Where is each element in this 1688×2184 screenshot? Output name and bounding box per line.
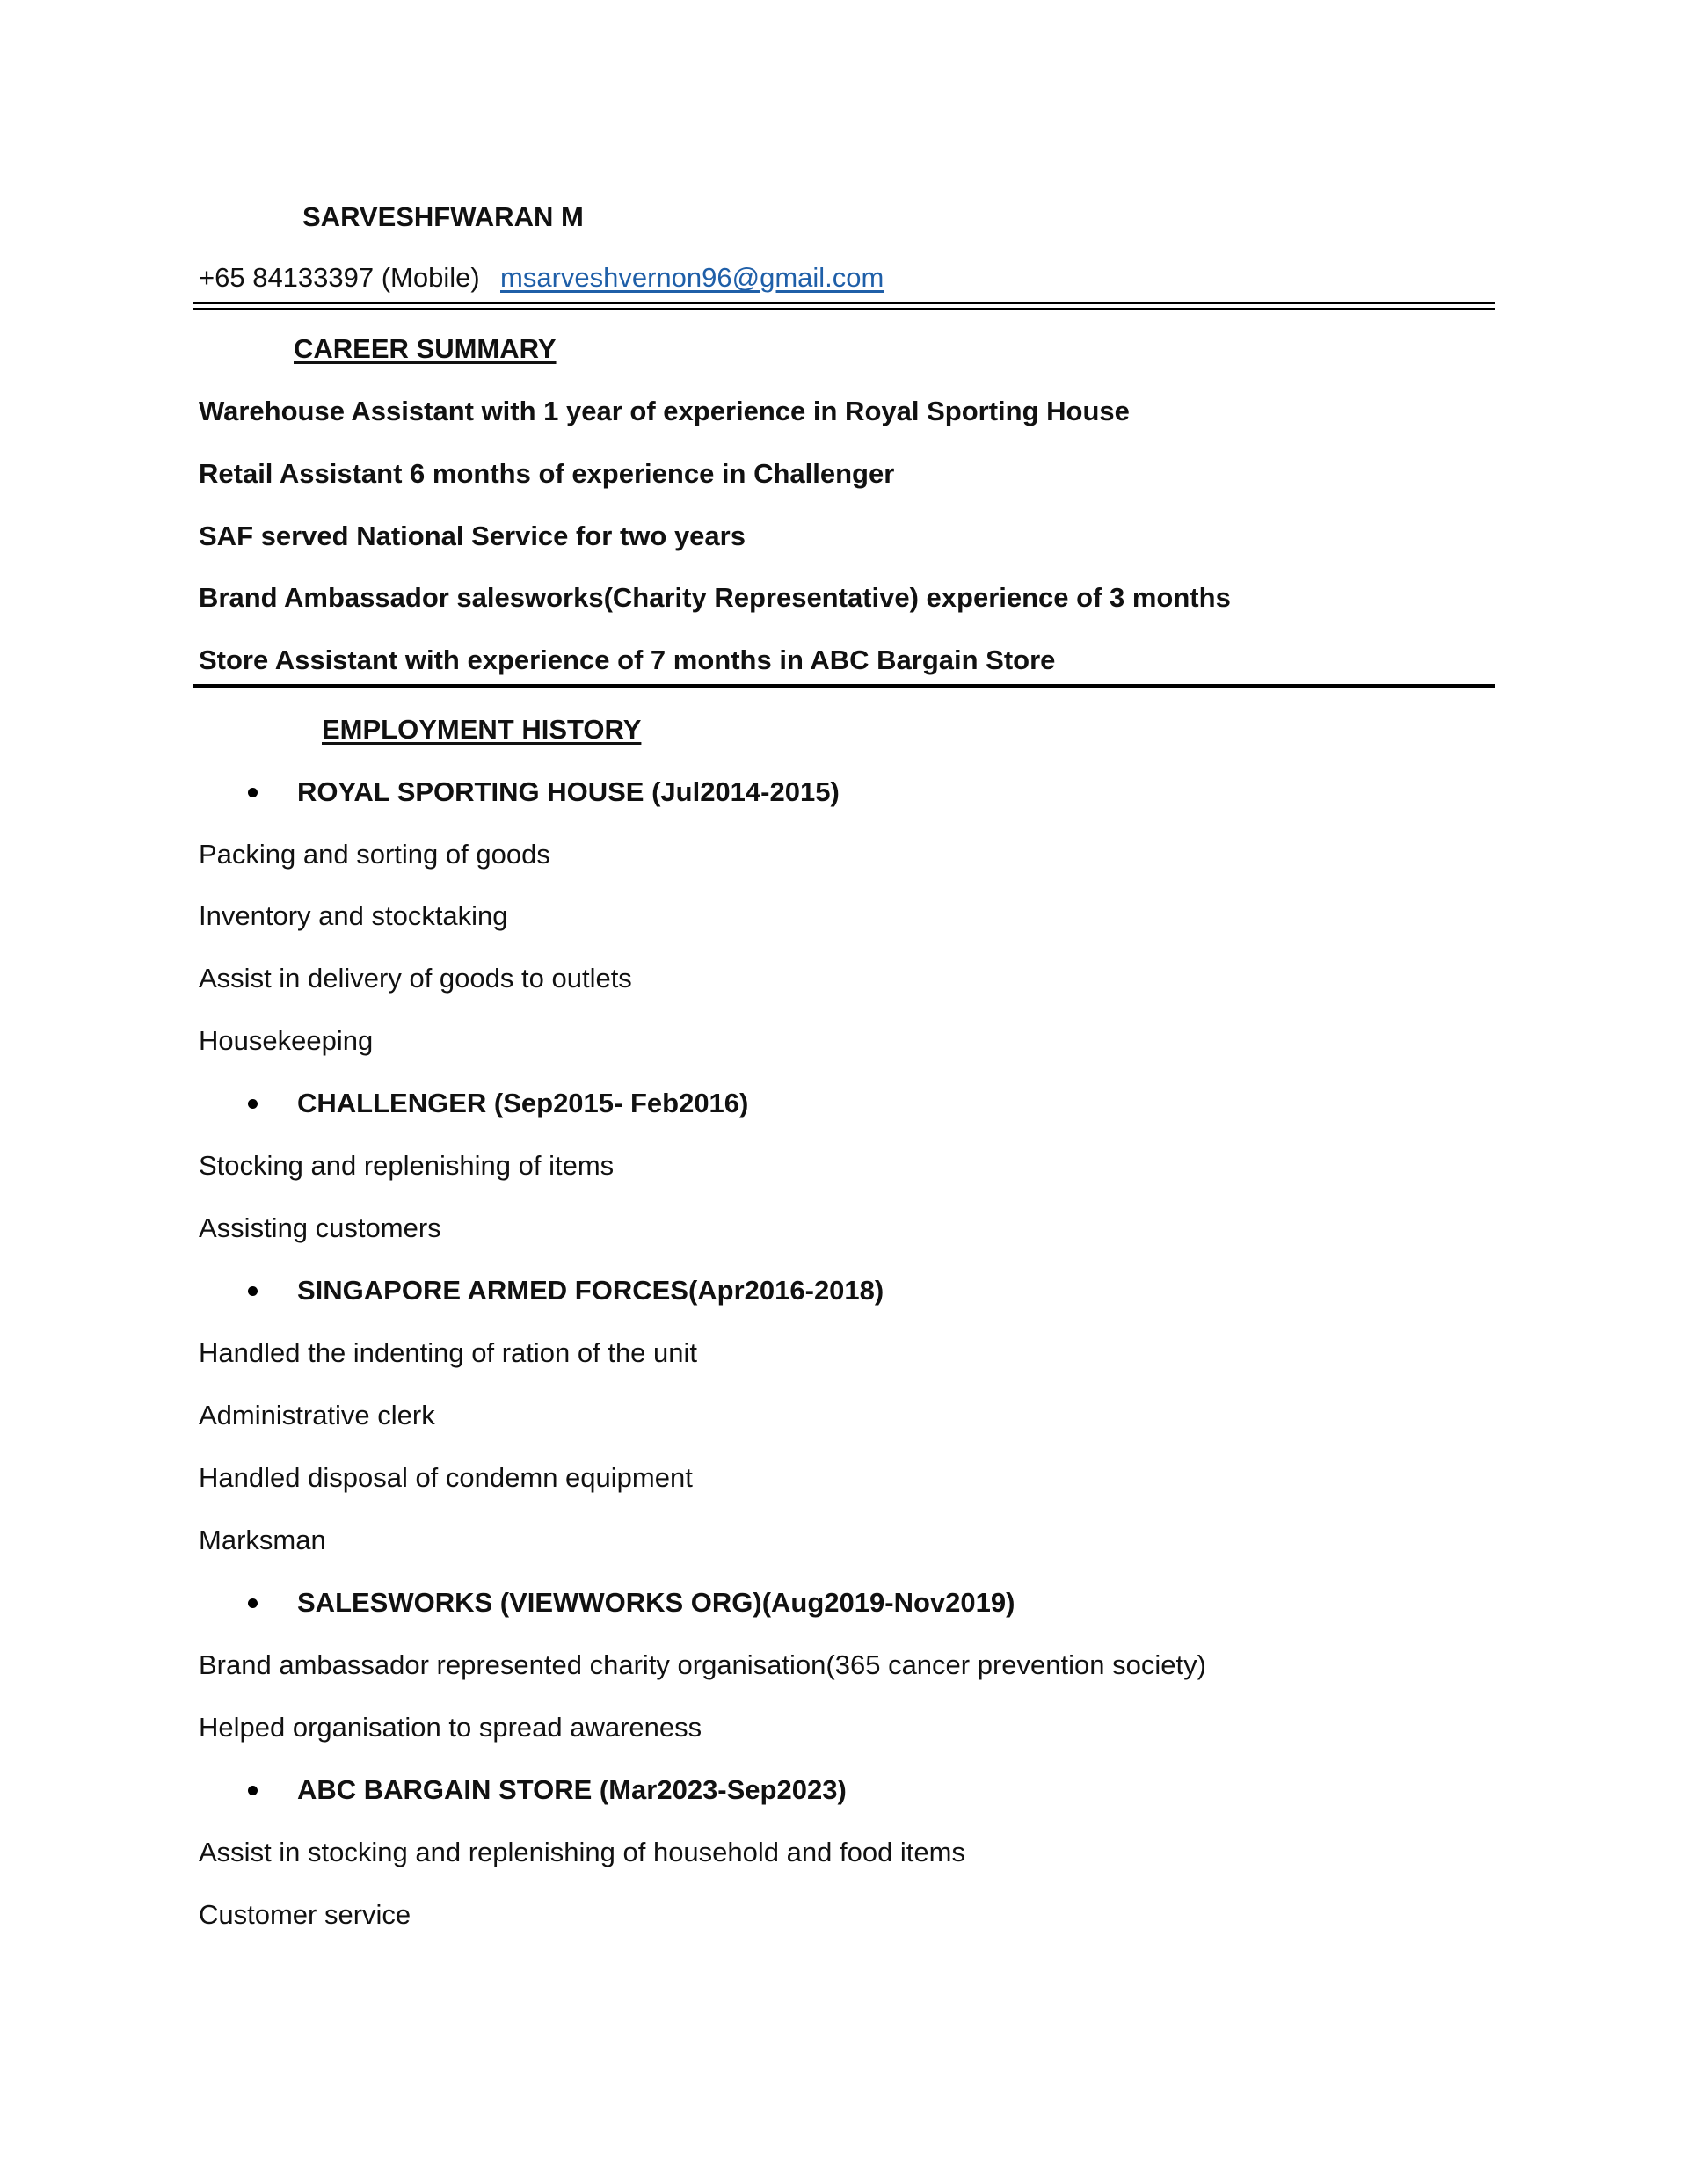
job-duty: Customer service xyxy=(199,1899,411,1930)
bullet-icon xyxy=(248,1786,258,1795)
career-summary-heading: CAREER SUMMARY xyxy=(294,333,557,364)
job-duty: Stocking and replenishing of items xyxy=(199,1150,615,1181)
job-duty: Assisting customers xyxy=(199,1212,441,1243)
job-duty: Packing and sorting of goods xyxy=(199,839,550,870)
job-duty: Brand ambassador represented charity organisation(365 cancer prevention society) xyxy=(199,1649,1206,1680)
summary-item: Store Assistant with experience of 7 months in ABC Bargain Store xyxy=(199,644,1056,675)
job-title: SINGAPORE ARMED FORCES(Apr2016-2018) xyxy=(297,1275,884,1306)
email-link[interactable]: msarveshvernon96@gmail.com xyxy=(500,262,884,293)
bullet-icon xyxy=(248,1099,258,1109)
header-divider-bottom xyxy=(193,308,1495,310)
job-duty: Assist in stocking and replenishing of household and food items xyxy=(199,1837,965,1867)
summary-item: SAF served National Service for two years xyxy=(199,521,746,551)
job-title: ROYAL SPORTING HOUSE (Jul2014-2015) xyxy=(297,776,840,807)
header-divider-top xyxy=(193,302,1495,304)
job-duty: Assist in delivery of goods to outlets xyxy=(199,963,632,994)
candidate-name: SARVESHFWARAN M xyxy=(302,201,584,232)
phone-number: +65 84133397 (Mobile) xyxy=(199,262,480,293)
summary-divider xyxy=(193,684,1495,688)
job-title: SALESWORKS (VIEWWORKS ORG)(Aug2019-Nov2019) xyxy=(297,1587,1015,1618)
job-duty: Administrative clerk xyxy=(199,1400,435,1431)
bullet-icon xyxy=(248,788,258,797)
bullet-icon xyxy=(248,1286,258,1296)
job-duty: Handled the indenting of ration of the unit xyxy=(199,1337,698,1368)
job-title: ABC BARGAIN STORE (Mar2023-Sep2023) xyxy=(297,1774,847,1805)
bullet-icon xyxy=(248,1598,258,1608)
job-duty: Inventory and stocktaking xyxy=(199,900,508,931)
job-duty: Housekeeping xyxy=(199,1025,374,1056)
job-duty: Handled disposal of condemn equipment xyxy=(199,1462,693,1493)
job-duty: Helped organisation to spread awareness xyxy=(199,1712,702,1743)
job-title: CHALLENGER (Sep2015- Feb2016) xyxy=(297,1088,749,1118)
summary-item: Warehouse Assistant with 1 year of experience in Royal Sporting House xyxy=(199,396,1130,426)
job-duty: Marksman xyxy=(199,1525,326,1555)
employment-history-heading: EMPLOYMENT HISTORY xyxy=(322,714,642,745)
summary-item: Brand Ambassador salesworks(Charity Representative) experience of 3 months xyxy=(199,582,1231,613)
summary-item: Retail Assistant 6 months of experience in Challenger xyxy=(199,458,895,489)
